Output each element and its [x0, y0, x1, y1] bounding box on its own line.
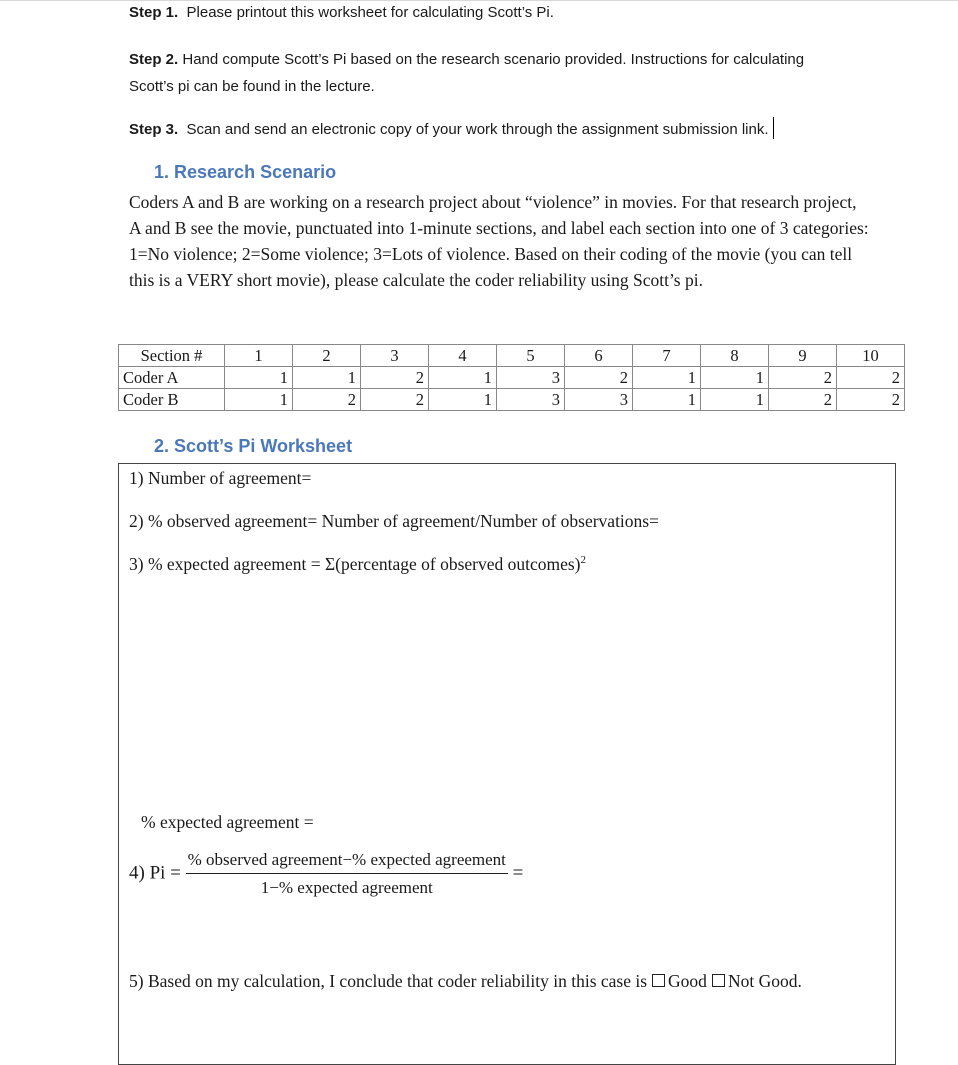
table-cell: Coder B — [119, 389, 225, 411]
table-cell: 2 — [769, 367, 837, 389]
table-cell: 2 — [837, 367, 905, 389]
table-cell: 1 — [701, 367, 769, 389]
table-cell: 1 — [701, 389, 769, 411]
table-cell: 1 — [293, 367, 361, 389]
question-2: 2) % observed agreement= Number of agreement/Number of observations= — [129, 511, 659, 531]
table-cell: 3 — [497, 367, 565, 389]
coding-table — [118, 344, 905, 411]
step-1: Step 1. Please printout this worksheet for calculating Scott’s Pi. — [129, 4, 554, 21]
table-cell: 1 — [633, 367, 701, 389]
worksheet-box — [118, 463, 896, 1065]
table-cell: 10 — [837, 345, 905, 367]
research-scenario-text: Coders A and B are working on a research project about “violence” in movies. For that research project, A and B see the movie, punctuated into 1-minute sections, and label each section into one of 3 categories: 1=No violence; 2=Some violence; 3=Lots of violence. Based on their coding of the movie (you can tell this is a VERY short movie), please calculate the coder reliability using Scott’s pi. — [129, 192, 869, 290]
table-row — [119, 389, 905, 411]
table-cell: 3 — [497, 389, 565, 411]
table-cell: 1 — [225, 345, 293, 367]
table-cell: 1 — [429, 367, 497, 389]
table-cell: Section # — [119, 345, 225, 367]
pi-formula-fraction — [186, 850, 508, 898]
research-scenario-heading: 1. Research Scenario — [154, 162, 337, 182]
table-cell: 1 — [225, 389, 293, 411]
table-header-row — [119, 345, 905, 367]
table-cell: 2 — [361, 389, 429, 411]
text-cursor — [773, 117, 774, 139]
table-row — [119, 367, 905, 389]
question-1: 1) Number of agreement= — [129, 468, 312, 488]
worksheet-heading: 2. Scott’s Pi Worksheet — [154, 436, 353, 456]
good-checkbox[interactable] — [652, 974, 665, 987]
table-cell: Coder A — [119, 367, 225, 389]
table-cell: 2 — [769, 389, 837, 411]
step-3[interactable]: Step 3. Scan and send an electronic copy of your work through the assignment submission link. — [129, 117, 774, 139]
table-cell: 5 — [497, 345, 565, 367]
table-cell: 1 — [225, 367, 293, 389]
table-cell: 2 — [565, 367, 633, 389]
table-cell: 7 — [633, 345, 701, 367]
question-4: 4) Pi = $\frac{\text{\% observed agreement−\% expected agreement}}{\text{1−\% expected agreement}}$ = — [129, 850, 524, 897]
question-5: 5) Based on my calculation, I conclude that coder reliability in this case is Good Not Good. — [129, 971, 802, 991]
pi-numerator: % observed agreement−% expected agreement — [186, 850, 508, 874]
question-3: 3) % expected agreement = Σ(percentage of observed outcomes)$^2$ — [129, 554, 587, 574]
expected-agreement-line: % expected agreement = — [141, 812, 314, 832]
table-cell: 2 — [361, 367, 429, 389]
table-cell: 4 — [429, 345, 497, 367]
table-cell: 1 — [633, 389, 701, 411]
table-cell: 2 — [293, 389, 361, 411]
table-cell: 3 — [565, 389, 633, 411]
not-good-checkbox[interactable] — [712, 974, 725, 987]
table-cell: 8 — [701, 345, 769, 367]
table-cell: 6 — [565, 345, 633, 367]
table-cell: 2 — [293, 345, 361, 367]
table-cell: 1 — [429, 389, 497, 411]
table-cell: 3 — [361, 345, 429, 367]
table-cell: 2 — [837, 389, 905, 411]
table-cell: 9 — [769, 345, 837, 367]
step-2: Step 2. Hand compute Scott’s Pi based on the research scenario provided. Instructions for calculating Scott’s pi can be found in the lecture. — [129, 51, 805, 95]
pi-denominator: 1−% expected agreement — [260, 878, 433, 897]
